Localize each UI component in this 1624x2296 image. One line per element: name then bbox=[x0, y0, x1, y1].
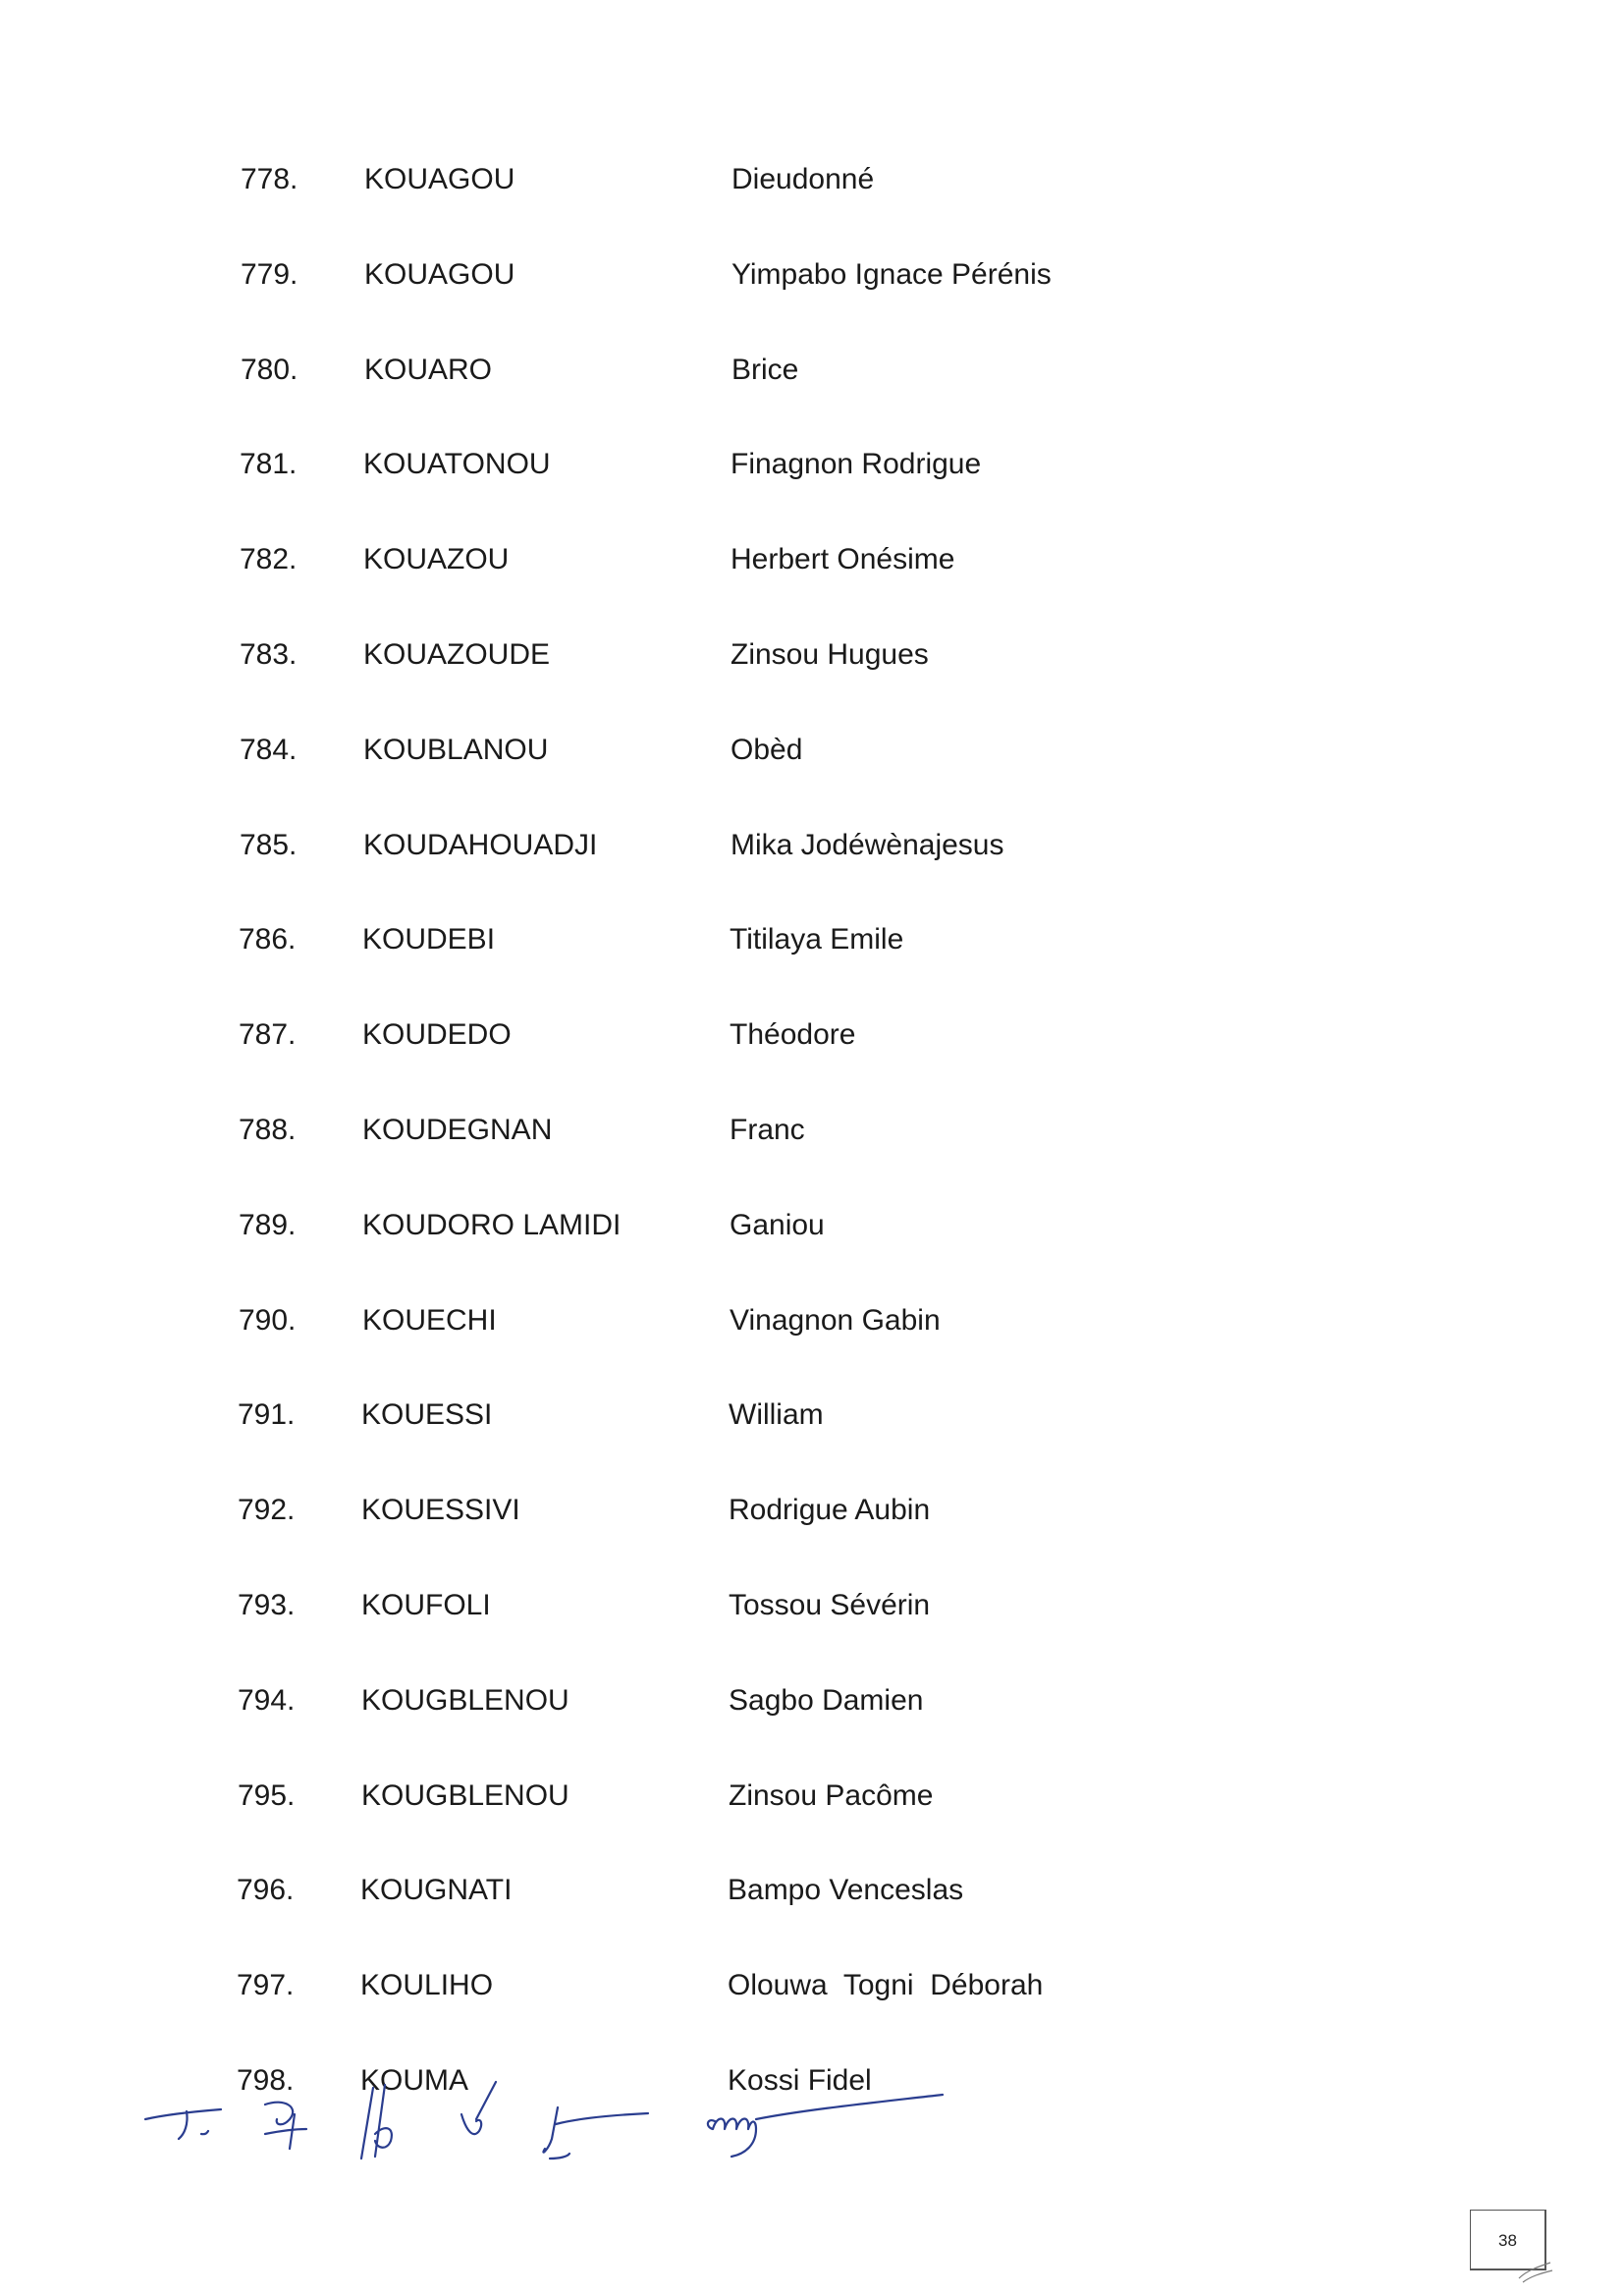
entry-number: 781. bbox=[240, 448, 298, 480]
entry-number: 795. bbox=[238, 1779, 296, 1812]
entry-number: 793. bbox=[238, 1589, 296, 1621]
entry-number: 798. bbox=[237, 2064, 295, 2097]
entry-surname: KOUARO bbox=[364, 354, 493, 386]
signature-initial-2 bbox=[265, 2103, 306, 2149]
signature-initial-4 bbox=[461, 2082, 496, 2134]
entry-surname: KOUDORO LAMIDI bbox=[362, 1209, 622, 1241]
entry-number: 783. bbox=[240, 638, 298, 671]
entry-number: 787. bbox=[239, 1018, 297, 1051]
entry-given-names: Finagnon Rodrigue bbox=[731, 448, 982, 480]
signature-initial-1 bbox=[145, 2109, 221, 2139]
entry-number: 797. bbox=[237, 1969, 295, 2001]
entry-surname: KOUESSI bbox=[361, 1398, 493, 1431]
entry-surname: KOUGBLENOU bbox=[361, 1779, 569, 1812]
entry-number: 796. bbox=[237, 1874, 295, 1906]
entry-given-names: Dieudonné bbox=[731, 163, 875, 195]
entry-given-names: Franc bbox=[730, 1114, 805, 1146]
entry-surname: KOUAZOUDE bbox=[363, 638, 551, 671]
entry-number: 790. bbox=[239, 1304, 297, 1337]
entry-number: 786. bbox=[239, 923, 297, 956]
entry-surname: KOUECHI bbox=[362, 1304, 497, 1337]
entry-surname: KOUDEGNAN bbox=[362, 1114, 553, 1146]
signature-initial-3 bbox=[361, 2085, 392, 2159]
entry-given-names: Bampo Venceslas bbox=[728, 1874, 964, 1906]
entry-given-names: Obèd bbox=[731, 734, 803, 766]
entry-given-names: Yimpabo Ignace Pérénis bbox=[731, 258, 1052, 291]
entry-given-names: Kossi Fidel bbox=[728, 2064, 872, 2097]
entry-number: 792. bbox=[238, 1494, 296, 1526]
page-curl-mark bbox=[1517, 2257, 1556, 2286]
entry-given-names: Brice bbox=[731, 354, 799, 386]
entry-surname: KOUAZOU bbox=[363, 543, 510, 575]
entry-surname: KOUFOLI bbox=[361, 1589, 491, 1621]
signature-initial-5 bbox=[543, 2107, 648, 2159]
entry-given-names: Rodrigue Aubin bbox=[729, 1494, 931, 1526]
entry-surname: KOUDEBI bbox=[362, 923, 496, 956]
entry-given-names: Zinsou Pacôme bbox=[729, 1779, 934, 1812]
entry-given-names: Olouwa Togni Déborah bbox=[728, 1969, 1044, 2001]
entry-given-names: Vinagnon Gabin bbox=[730, 1304, 941, 1337]
entry-surname: KOUAGOU bbox=[364, 258, 515, 291]
entry-number: 789. bbox=[239, 1209, 297, 1241]
entry-surname: KOUGBLENOU bbox=[361, 1684, 569, 1717]
entry-given-names: Titilaya Emile bbox=[730, 923, 904, 956]
entry-given-names: Zinsou Hugues bbox=[731, 638, 929, 671]
entry-surname: KOUGNATI bbox=[360, 1874, 513, 1906]
entry-number: 785. bbox=[240, 829, 298, 861]
entry-surname: KOUATONOU bbox=[363, 448, 551, 480]
page-number: 38 bbox=[1498, 2231, 1517, 2250]
entry-given-names: Théodore bbox=[730, 1018, 856, 1051]
entry-given-names: Herbert Onésime bbox=[731, 543, 955, 575]
entry-surname: KOUAGOU bbox=[364, 163, 515, 195]
entry-surname: KOUDEDO bbox=[362, 1018, 512, 1051]
entry-number: 794. bbox=[238, 1684, 296, 1717]
entry-given-names: Mika Jodéwènajesus bbox=[731, 829, 1004, 861]
entry-number: 791. bbox=[238, 1398, 296, 1431]
signature-strokes bbox=[128, 2080, 992, 2227]
entry-surname: KOUMA bbox=[360, 2064, 469, 2097]
entry-given-names: Ganiou bbox=[730, 1209, 825, 1241]
entry-given-names: Sagbo Damien bbox=[729, 1684, 924, 1717]
entry-given-names: Tossou Sévérin bbox=[729, 1589, 931, 1621]
entry-number: 778. bbox=[241, 163, 298, 195]
page-number-box bbox=[1470, 2210, 1546, 2270]
entry-surname: KOUESSIVI bbox=[361, 1494, 520, 1526]
signature-initial-6 bbox=[708, 2095, 943, 2157]
entry-number: 788. bbox=[239, 1114, 297, 1146]
entry-given-names: William bbox=[729, 1398, 824, 1431]
entry-surname: KOUDAHOUADJI bbox=[363, 829, 598, 861]
entry-number: 782. bbox=[240, 543, 298, 575]
entry-surname: KOUBLANOU bbox=[363, 734, 549, 766]
entry-number: 779. bbox=[241, 258, 298, 291]
entry-number: 784. bbox=[240, 734, 298, 766]
entry-number: 780. bbox=[241, 354, 298, 386]
entry-surname: KOULIHO bbox=[360, 1969, 494, 2001]
